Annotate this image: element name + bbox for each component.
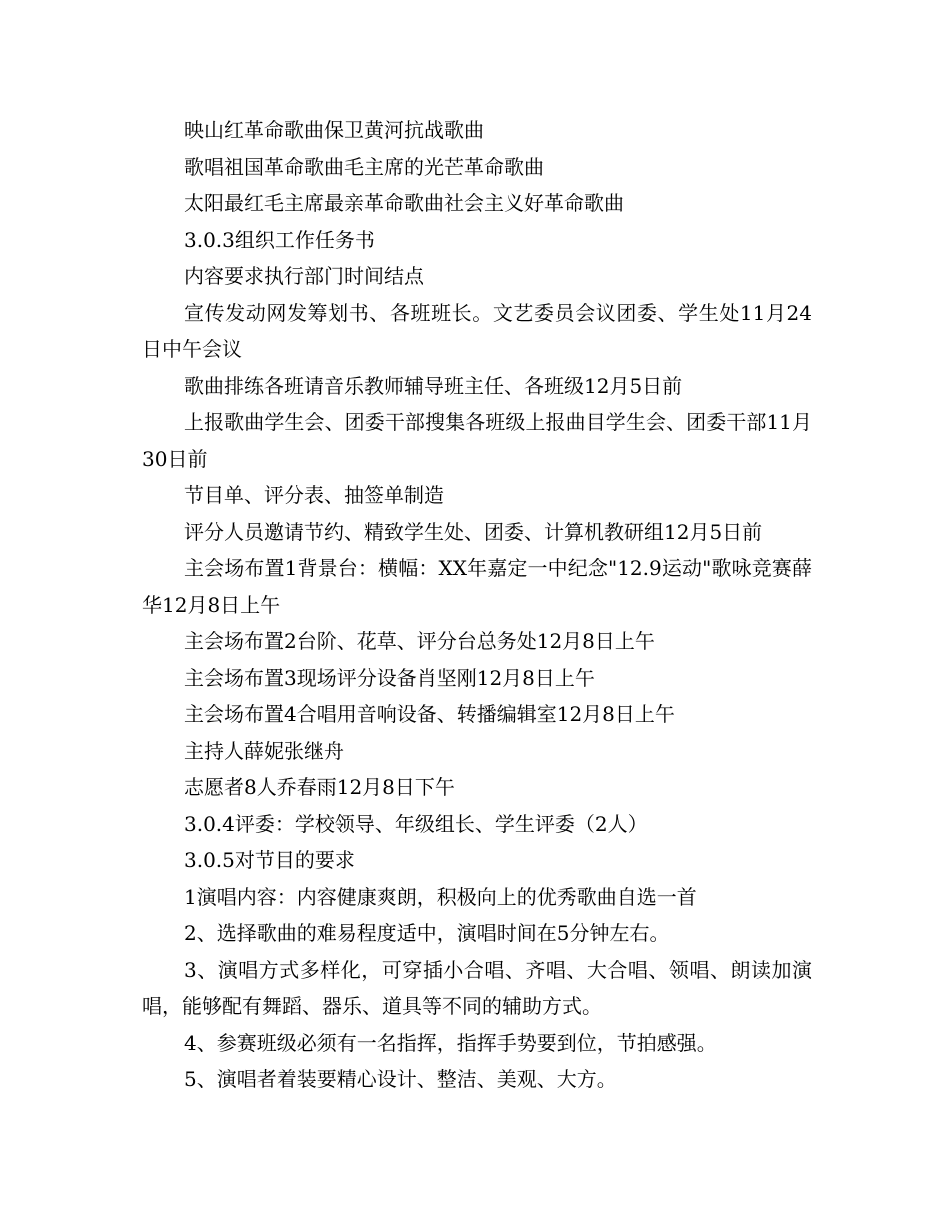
paragraph: 映山红革命歌曲保卫黄河抗战歌曲: [184, 118, 484, 142]
paragraph: 歌曲排练各班请音乐教师辅导班主任、各班级12月5日前: [184, 373, 683, 398]
paragraph: 主会场布置1背景台：横幅：XX年嘉定一中纪念"12.9运动"歌咏竞赛薛华12月8日上午: [142, 556, 812, 617]
paragraph: 宣传发动网发筹划书、各班班长。文艺委员会议团委、学生处11月24日中午会议: [142, 300, 812, 361]
paragraph: 太阳最红毛主席最亲革命歌曲社会主义好革命歌曲: [184, 191, 624, 215]
paragraph: 歌唱祖国革命歌曲毛主席的光芒革命歌曲: [184, 154, 544, 179]
paragraph: 志愿者8人乔春雨12月8日下午: [184, 775, 455, 799]
paragraph: 内容要求执行部门时间结点: [184, 264, 424, 288]
section-heading: 3.0.4评委：学校领导、年级组长、学生评委（2人）: [184, 811, 648, 836]
paragraph: 主持人薛妮张继舟: [184, 738, 344, 763]
paragraph: 上报歌曲学生会、团委干部搜集各班级上报曲目学生会、团委干部11月30日前: [142, 410, 812, 471]
paragraph: 评分人员邀请节约、精致学生处、团委、计算机教研组12月5日前: [184, 519, 763, 544]
paragraph: 主会场布置4合唱用音响设备、转播编辑室12月8日上午: [184, 702, 675, 726]
document-body: [142, 112, 812, 1098]
list-item: 4、参赛班级必须有一名指挥，指挥手势要到位，节拍感强。: [184, 1030, 717, 1055]
paragraph: 节目单、评分表、抽签单制造: [184, 483, 444, 507]
paragraph: 主会场布置2台阶、花草、评分台总务处12月8日上午: [184, 629, 655, 653]
list-item: 1演唱内容：内容健康爽朗，积极向上的优秀歌曲自选一首: [184, 884, 697, 909]
list-item: 2、选择歌曲的难易程度适中，演唱时间在5分钟左右。: [184, 921, 670, 945]
list-item: 5、演唱者着装要精心设计、整洁、美观、大方。: [184, 1067, 617, 1091]
list-item: 3、演唱方式多样化，可穿插小合唱、齐唱、大合唱、领唱、朗读加演唱，能够配有舞蹈、器乐、道具等不同的辅助方式。: [142, 957, 812, 1018]
section-heading: 3.0.3组织工作任务书: [184, 227, 375, 252]
section-heading: 3.0.5对节目的要求: [184, 848, 355, 872]
paragraph: 主会场布置3现场评分设备肖坚刚12月8日上午: [184, 665, 595, 690]
